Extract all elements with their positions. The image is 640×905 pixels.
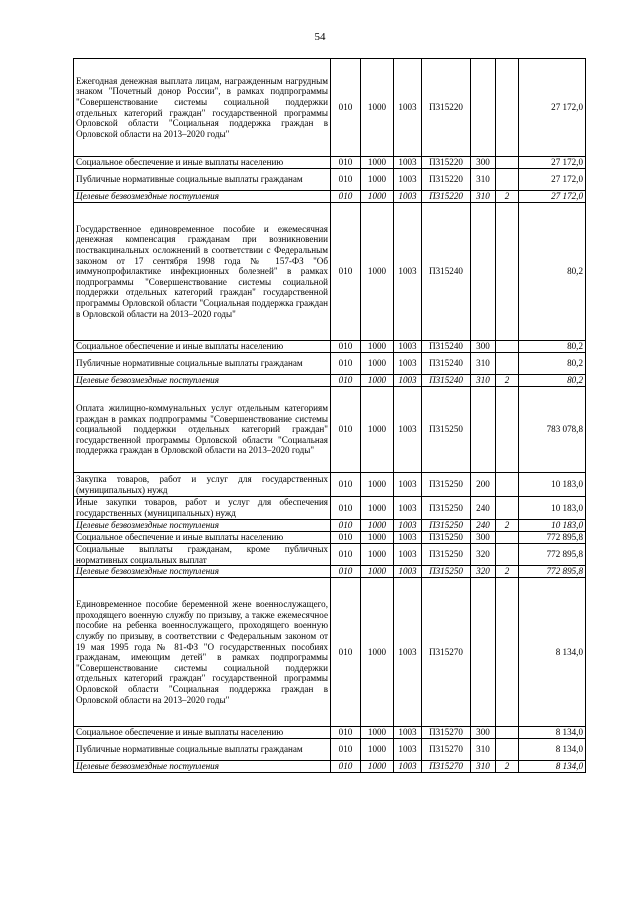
row-section-code: 1000 bbox=[361, 578, 394, 727]
row-grbs-code: 010 bbox=[331, 387, 361, 473]
row-target-article-code: П315270 bbox=[422, 761, 471, 773]
row-source-code: 2 bbox=[496, 191, 519, 203]
row-source-code bbox=[496, 157, 519, 169]
row-grbs-code: 010 bbox=[331, 191, 361, 203]
row-subsection-code: 1003 bbox=[394, 375, 422, 387]
table-row bbox=[74, 473, 586, 497]
row-amount: 27 172,0 bbox=[519, 169, 586, 191]
row-name: Единовременное пособие беременной жене военнослужащего, проходящего военную службу по призыву, а также ежемесячное пособие на ребенка военнослужащего, проходящего военную службу по призыву, в соответствии с Федеральным законом от 19 мая 1995 года № 81-ФЗ "О государственных пособиях гражданам, имеющим детей" в рамках подпрограммы "Совершенствование системы социальной поддержки отдельных категорий граждан" государственной программы Орловской области "Социальная поддержка граждан в Орловской области на 2013–2020 годы" bbox=[74, 578, 331, 727]
row-source-code bbox=[496, 739, 519, 761]
row-section-code: 1000 bbox=[361, 727, 394, 739]
row-subsection-code: 1003 bbox=[394, 473, 422, 497]
row-amount: 8 134,0 bbox=[519, 761, 586, 773]
row-name: Ежегодная денежная выплата лицам, награжденным нагрудным знаком "Почетный донор России", в рамках подпрограммы "Совершенствование системы социальной поддержки отдельных категорий граждан" государственной программы Орловской области "Социальная поддержка граждан в Орловской области на 2013–2020 годы" bbox=[74, 59, 331, 157]
row-name: Публичные нормативные социальные выплаты гражданам bbox=[74, 739, 331, 761]
row-source-code bbox=[496, 544, 519, 566]
row-source-code bbox=[496, 727, 519, 739]
row-section-code: 1000 bbox=[361, 203, 394, 341]
row-section-code: 1000 bbox=[361, 353, 394, 375]
row-amount: 80,2 bbox=[519, 353, 586, 375]
table-row bbox=[74, 566, 586, 578]
row-section-code: 1000 bbox=[361, 169, 394, 191]
row-section-code: 1000 bbox=[361, 341, 394, 353]
table-row bbox=[74, 739, 586, 761]
row-subsection-code: 1003 bbox=[394, 497, 422, 520]
row-subsection-code: 1003 bbox=[394, 566, 422, 578]
table-row bbox=[74, 191, 586, 203]
row-target-article-code: П315240 bbox=[422, 353, 471, 375]
row-section-code: 1000 bbox=[361, 59, 394, 157]
row-subsection-code: 1003 bbox=[394, 727, 422, 739]
row-name: Государственное единовременное пособие и ежемесячная денежная компенсация гражданам при возникновении поствакцинальных осложнений в соответствии с Федеральным законом от 17 сентября 1998 года № 157-ФЗ "Об иммунопрофилактике инфекционных болезней" в рамках подпрограммы "Совершенствование системы социальной поддержки отдельных категорий граждан" государственной программы Орловской области "Социальная поддержка граждан в Орловской области на 2013–2020 годы" bbox=[74, 203, 331, 341]
row-amount: 8 134,0 bbox=[519, 727, 586, 739]
row-subsection-code: 1003 bbox=[394, 157, 422, 169]
row-amount: 10 183,0 bbox=[519, 497, 586, 520]
row-grbs-code: 010 bbox=[331, 157, 361, 169]
row-source-code: 2 bbox=[496, 520, 519, 532]
row-expense-type-code: 300 bbox=[471, 341, 496, 353]
table-row bbox=[74, 497, 586, 520]
row-expense-type-code bbox=[471, 203, 496, 341]
row-grbs-code: 010 bbox=[331, 520, 361, 532]
row-grbs-code: 010 bbox=[331, 353, 361, 375]
row-amount: 772 895,8 bbox=[519, 532, 586, 544]
row-target-article-code: П315220 bbox=[422, 157, 471, 169]
row-expense-type-code: 320 bbox=[471, 566, 496, 578]
row-name: Оплата жилищно-коммунальных услуг отдельным категориям граждан в рамках подпрограммы "Совершенствование системы социальной поддержки отдельных категорий граждан" государственной программы Орловской области "Социальная поддержка граждан в Орловской области на 2013–2020 годы" bbox=[74, 387, 331, 473]
row-name: Целевые безвозмездные поступления bbox=[74, 761, 331, 773]
row-section-code: 1000 bbox=[361, 473, 394, 497]
row-name: Социальное обеспечение и иные выплаты населению bbox=[74, 727, 331, 739]
row-grbs-code: 010 bbox=[331, 761, 361, 773]
row-subsection-code: 1003 bbox=[394, 520, 422, 532]
row-target-article-code: П315240 bbox=[422, 341, 471, 353]
row-grbs-code: 010 bbox=[331, 59, 361, 157]
table-row bbox=[74, 59, 586, 157]
row-target-article-code: П315270 bbox=[422, 727, 471, 739]
row-name: Публичные нормативные социальные выплаты гражданам bbox=[74, 169, 331, 191]
row-source-code bbox=[496, 203, 519, 341]
table-row bbox=[74, 203, 586, 341]
row-amount: 772 895,8 bbox=[519, 566, 586, 578]
row-expense-type-code: 310 bbox=[471, 761, 496, 773]
row-section-code: 1000 bbox=[361, 157, 394, 169]
row-section-code: 1000 bbox=[361, 375, 394, 387]
table-row bbox=[74, 353, 586, 375]
row-subsection-code: 1003 bbox=[394, 191, 422, 203]
row-expense-type-code bbox=[471, 387, 496, 473]
row-target-article-code: П315220 bbox=[422, 191, 471, 203]
row-name: Публичные нормативные социальные выплаты гражданам bbox=[74, 353, 331, 375]
table-row bbox=[74, 520, 586, 532]
row-amount: 772 895,8 bbox=[519, 544, 586, 566]
row-target-article-code: П315250 bbox=[422, 520, 471, 532]
table-row bbox=[74, 727, 586, 739]
row-target-article-code: П315220 bbox=[422, 169, 471, 191]
row-target-article-code: П315220 bbox=[422, 59, 471, 157]
row-name: Социальное обеспечение и иные выплаты населению bbox=[74, 341, 331, 353]
row-source-code bbox=[496, 578, 519, 727]
row-grbs-code: 010 bbox=[331, 473, 361, 497]
row-section-code: 1000 bbox=[361, 532, 394, 544]
row-expense-type-code bbox=[471, 578, 496, 727]
row-expense-type-code bbox=[471, 59, 496, 157]
row-subsection-code: 1003 bbox=[394, 203, 422, 341]
row-expense-type-code: 300 bbox=[471, 157, 496, 169]
row-subsection-code: 1003 bbox=[394, 544, 422, 566]
row-grbs-code: 010 bbox=[331, 578, 361, 727]
row-expense-type-code: 300 bbox=[471, 727, 496, 739]
row-target-article-code: П315270 bbox=[422, 739, 471, 761]
table-row bbox=[74, 578, 586, 727]
row-grbs-code: 010 bbox=[331, 727, 361, 739]
row-name: Целевые безвозмездные поступления bbox=[74, 191, 331, 203]
row-expense-type-code: 320 bbox=[471, 544, 496, 566]
row-source-code bbox=[496, 532, 519, 544]
row-expense-type-code: 240 bbox=[471, 497, 496, 520]
table-row bbox=[74, 532, 586, 544]
table-row bbox=[74, 157, 586, 169]
row-expense-type-code: 200 bbox=[471, 473, 496, 497]
row-section-code: 1000 bbox=[361, 761, 394, 773]
row-section-code: 1000 bbox=[361, 191, 394, 203]
row-expense-type-code: 310 bbox=[471, 375, 496, 387]
row-source-code bbox=[496, 473, 519, 497]
row-name: Целевые безвозмездные поступления bbox=[74, 520, 331, 532]
row-section-code: 1000 bbox=[361, 544, 394, 566]
row-target-article-code: П315250 bbox=[422, 497, 471, 520]
row-source-code bbox=[496, 169, 519, 191]
row-grbs-code: 010 bbox=[331, 203, 361, 341]
row-amount: 10 183,0 bbox=[519, 473, 586, 497]
row-target-article-code: П315240 bbox=[422, 375, 471, 387]
row-amount: 783 078,8 bbox=[519, 387, 586, 473]
row-grbs-code: 010 bbox=[331, 566, 361, 578]
row-expense-type-code: 310 bbox=[471, 169, 496, 191]
row-name: Социальное обеспечение и иные выплаты населению bbox=[74, 532, 331, 544]
row-amount: 27 172,0 bbox=[519, 157, 586, 169]
row-expense-type-code: 310 bbox=[471, 191, 496, 203]
row-section-code: 1000 bbox=[361, 387, 394, 473]
row-amount: 27 172,0 bbox=[519, 191, 586, 203]
row-name: Целевые безвозмездные поступления bbox=[74, 566, 331, 578]
row-expense-type-code: 240 bbox=[471, 520, 496, 532]
row-expense-type-code: 300 bbox=[471, 532, 496, 544]
table-row bbox=[74, 375, 586, 387]
row-grbs-code: 010 bbox=[331, 739, 361, 761]
row-target-article-code: П315250 bbox=[422, 473, 471, 497]
row-name: Социальное обеспечение и иные выплаты населению bbox=[74, 157, 331, 169]
row-subsection-code: 1003 bbox=[394, 761, 422, 773]
row-grbs-code: 010 bbox=[331, 375, 361, 387]
row-amount: 8 134,0 bbox=[519, 578, 586, 727]
table-row bbox=[74, 761, 586, 773]
row-source-code: 2 bbox=[496, 761, 519, 773]
row-source-code: 2 bbox=[496, 566, 519, 578]
row-amount: 80,2 bbox=[519, 341, 586, 353]
row-source-code bbox=[496, 341, 519, 353]
row-section-code: 1000 bbox=[361, 497, 394, 520]
row-subsection-code: 1003 bbox=[394, 578, 422, 727]
row-section-code: 1000 bbox=[361, 520, 394, 532]
row-subsection-code: 1003 bbox=[394, 341, 422, 353]
row-section-code: 1000 bbox=[361, 566, 394, 578]
table-row bbox=[74, 387, 586, 473]
row-target-article-code: П315270 bbox=[422, 578, 471, 727]
row-amount: 27 172,0 bbox=[519, 59, 586, 157]
row-name: Социальные выплаты гражданам, кроме публичных нормативных социальных выплат bbox=[74, 544, 331, 566]
row-source-code bbox=[496, 387, 519, 473]
row-source-code bbox=[496, 59, 519, 157]
row-grbs-code: 010 bbox=[331, 544, 361, 566]
row-target-article-code: П315250 bbox=[422, 566, 471, 578]
row-amount: 8 134,0 bbox=[519, 739, 586, 761]
table-row bbox=[74, 169, 586, 191]
row-subsection-code: 1003 bbox=[394, 169, 422, 191]
row-target-article-code: П315240 bbox=[422, 203, 471, 341]
row-target-article-code: П315250 bbox=[422, 387, 471, 473]
row-grbs-code: 010 bbox=[331, 169, 361, 191]
row-name: Закупка товаров, работ и услуг для государственных (муниципальных) нужд bbox=[74, 473, 331, 497]
row-grbs-code: 010 bbox=[331, 497, 361, 520]
row-section-code: 1000 bbox=[361, 739, 394, 761]
table-row bbox=[74, 341, 586, 353]
row-subsection-code: 1003 bbox=[394, 353, 422, 375]
row-subsection-code: 1003 bbox=[394, 59, 422, 157]
row-source-code: 2 bbox=[496, 375, 519, 387]
table-row bbox=[74, 544, 586, 566]
row-name: Целевые безвозмездные поступления bbox=[74, 375, 331, 387]
row-amount: 80,2 bbox=[519, 203, 586, 341]
page-number: 54 bbox=[314, 31, 326, 43]
row-target-article-code: П315250 bbox=[422, 544, 471, 566]
row-amount: 10 183,0 bbox=[519, 520, 586, 532]
row-source-code bbox=[496, 353, 519, 375]
row-expense-type-code: 310 bbox=[471, 353, 496, 375]
row-grbs-code: 010 bbox=[331, 341, 361, 353]
row-name: Иные закупки товаров, работ и услуг для обеспечения государственных (муниципальных) нужд bbox=[74, 497, 331, 520]
row-grbs-code: 010 bbox=[331, 532, 361, 544]
row-target-article-code: П315250 bbox=[422, 532, 471, 544]
row-subsection-code: 1003 bbox=[394, 532, 422, 544]
budget-table bbox=[73, 58, 586, 773]
row-subsection-code: 1003 bbox=[394, 739, 422, 761]
row-amount: 80,2 bbox=[519, 375, 586, 387]
row-expense-type-code: 310 bbox=[471, 739, 496, 761]
row-source-code bbox=[496, 497, 519, 520]
row-subsection-code: 1003 bbox=[394, 387, 422, 473]
